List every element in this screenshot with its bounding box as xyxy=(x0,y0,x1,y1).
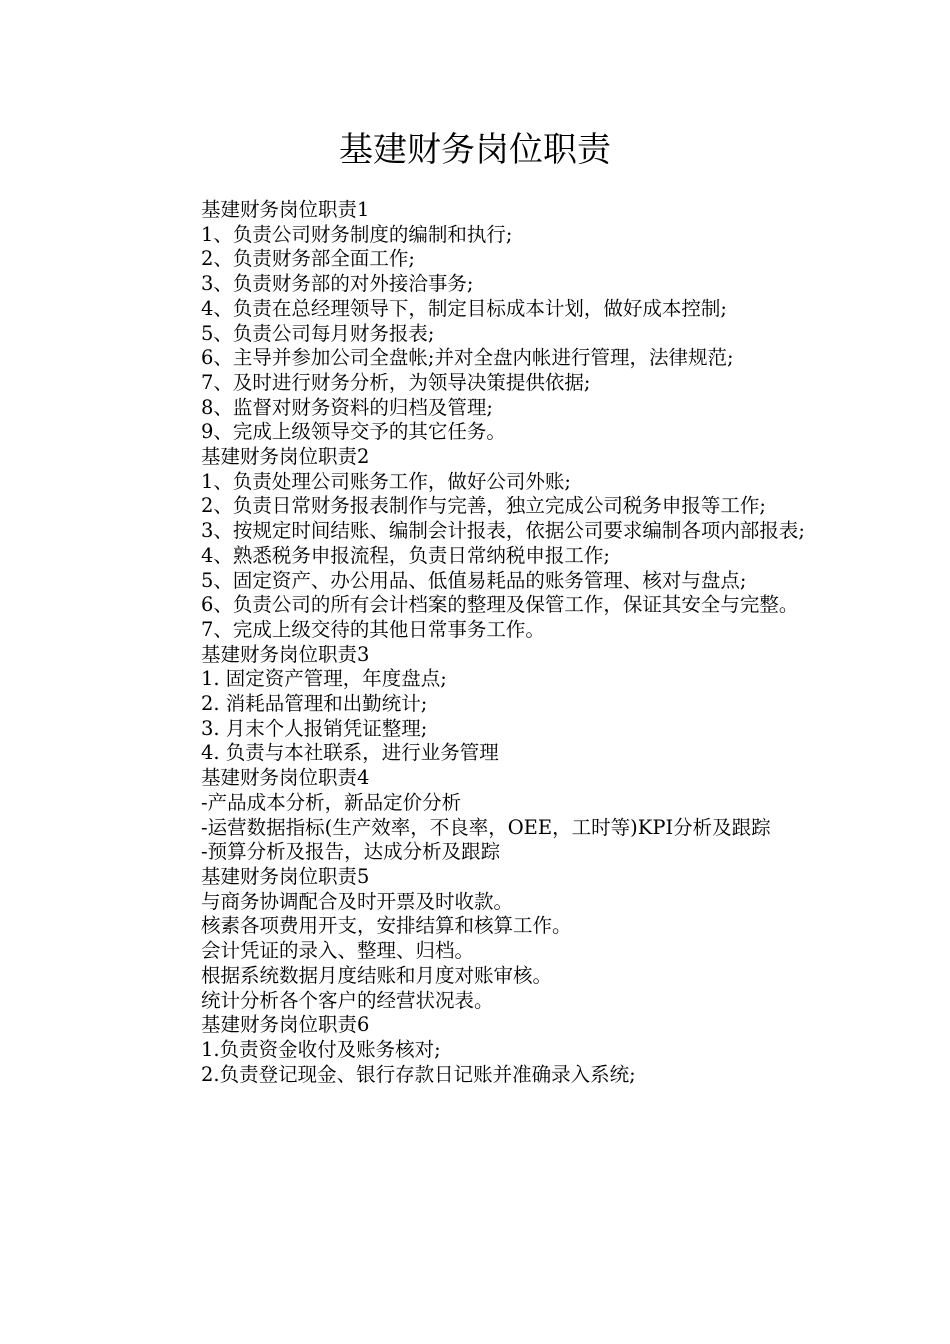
paragraph: 1. 固定资产管理，年度盘点; xyxy=(201,667,447,691)
paragraph: 基建财务岗位职责5 xyxy=(201,864,370,888)
paragraph: 与商务协调配合及时开票及时收款。 xyxy=(201,889,514,913)
paragraph: -产品成本分析，新品定价分析 xyxy=(201,790,462,814)
paragraph: 7、完成上级交待的其他日常事务工作。 xyxy=(201,617,545,641)
paragraph: 1.负责资金收付及账务核对; xyxy=(201,1037,441,1061)
document-body xyxy=(145,198,810,1087)
paragraph: 4、熟悉税务申报流程，负责日常纳税申报工作; xyxy=(201,543,610,567)
paragraph: -预算分析及报告，达成分析及跟踪 xyxy=(201,840,501,864)
paragraph: 2. 消耗品管理和出勤统计; xyxy=(201,692,428,716)
paragraph: 统计分析各个客户的经营状况表。 xyxy=(201,988,494,1012)
paragraph: 3、按规定时间结账、编制会计报表，依据公司要求编制各项内部报表; xyxy=(201,519,805,543)
paragraph: 3. 月末个人报销凭证整理; xyxy=(201,716,428,740)
paragraph: 2、负责日常财务报表制作与完善，独立完成公司税务申报等工作; xyxy=(201,494,766,518)
paragraph: 6、主导并参加公司全盘帐;并对全盘内帐进行管理，法律规范; xyxy=(201,346,734,370)
paragraph: 会计凭证的录入、整理、归档。 xyxy=(201,939,475,963)
paragraph: 1、负责公司财务制度的编制和执行; xyxy=(201,222,513,246)
paragraph: 7、及时进行财务分析，为领导决策提供依据; xyxy=(201,370,591,394)
document-title: 基建财务岗位职责 xyxy=(339,130,611,170)
paragraph: 5、固定资产、办公用品、低值易耗品的账务管理、核对与盘点; xyxy=(201,568,747,592)
paragraph: 2.负责登记现金、银行存款日记账并准确录入系统; xyxy=(201,1062,636,1086)
paragraph: 3、负责财务部的对外接洽事务; xyxy=(201,272,474,296)
paragraph: 2、负责财务部全面工作; xyxy=(201,247,415,271)
paragraph: 根据系统数据月度结账和月度对账审核。 xyxy=(201,963,553,987)
paragraph: 4、负责在总经理领导下，制定目标成本计划，做好成本控制; xyxy=(201,296,727,320)
paragraph: 基建财务岗位职责4 xyxy=(201,766,370,790)
paragraph: 1、负责处理公司账务工作，做好公司外账; xyxy=(201,469,571,493)
paragraph: 基建财务岗位职责2 xyxy=(201,445,370,469)
paragraph: 5、负责公司每月财务报表; xyxy=(201,321,435,345)
paragraph: 基建财务岗位职责1 xyxy=(201,198,370,221)
paragraph: 基建财务岗位职责3 xyxy=(201,642,370,666)
paragraph: 基建财务岗位职责6 xyxy=(201,1013,370,1037)
paragraph: 6、负责公司的所有会计档案的整理及保管工作，保证其安全与完整。 xyxy=(201,593,799,617)
paragraph: 核素各项费用开支，安排结算和核算工作。 xyxy=(201,914,572,938)
paragraph: 8、监督对财务资料的归档及管理; xyxy=(201,395,493,419)
paragraph: 4. 负责与本社联系，进行业务管理 xyxy=(201,741,499,765)
paragraph: -运营数据指标(生产效率，不良率，OEE，工时等)KPI分析及跟踪 xyxy=(201,815,771,839)
paragraph: 9、完成上级领导交予的其它任务。 xyxy=(201,420,506,444)
